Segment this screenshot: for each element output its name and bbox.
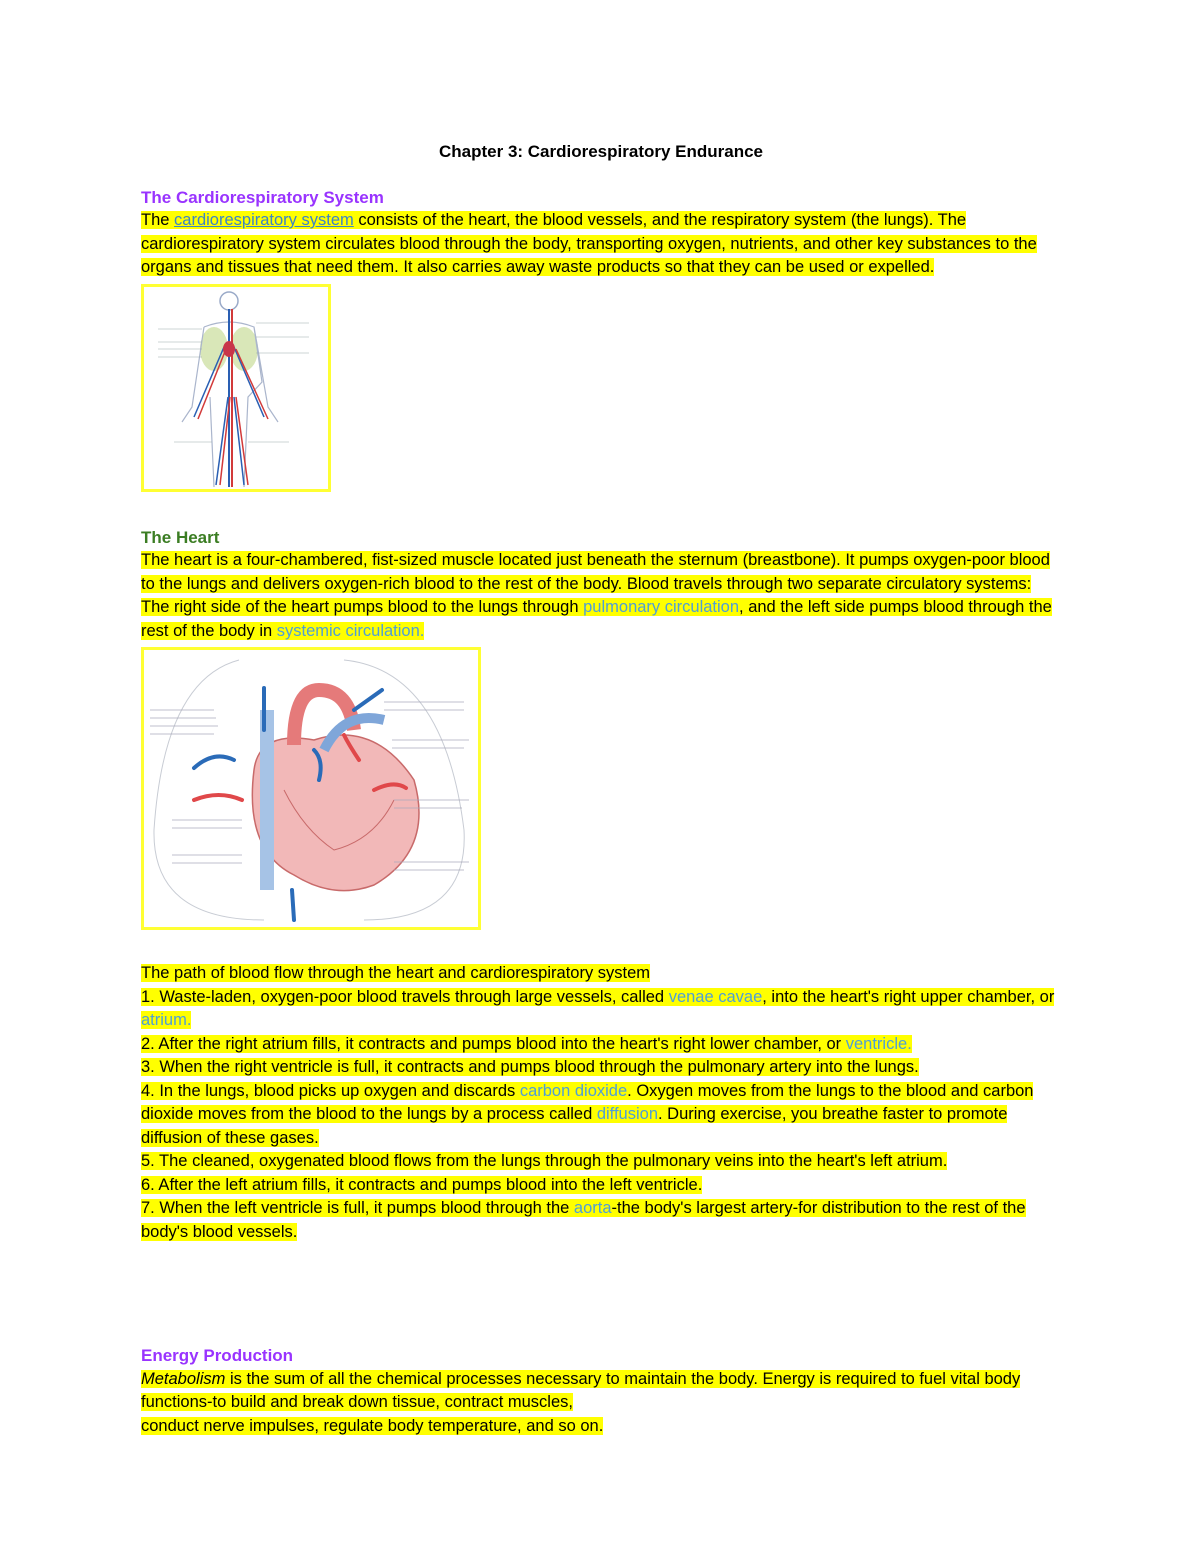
- term-diffusion: diffusion: [596, 1105, 659, 1123]
- text-run: 5. The cleaned, oxygenated blood flows from the lungs through the pulmonary veins into the heart's left atrium.: [141, 1152, 948, 1170]
- term-carbon-dioxide: carbon dioxide: [519, 1081, 628, 1100]
- page-title: Chapter 3: Cardiorespiratory Endurance: [438, 142, 764, 161]
- text-run: -the body's largest artery-for distribution to the rest of the body's blood vessels.: [141, 1199, 1026, 1241]
- body-circulation-illustration: [144, 287, 328, 489]
- text-run: . Oxygen moves from the lungs to the blood and carbon dioxide moves from the blood to the lungs by a process called: [141, 1081, 1034, 1123]
- paragraph-metabolism-continued: [141, 1415, 1061, 1439]
- path-step-7: [141, 1197, 1061, 1244]
- text-run: The: [141, 211, 175, 229]
- path-step-4: [141, 1080, 1061, 1151]
- path-step-3: [141, 1056, 1061, 1080]
- term-pulmonary-circulation: pulmonary circulation: [583, 598, 740, 616]
- text-run: 3. When the right ventricle is full, it contracts and pumps blood through the pulmonary artery into the lungs.: [141, 1058, 919, 1076]
- text-run: , and the left side pumps blood through the rest of the body in: [141, 598, 1052, 640]
- heart-diagram-figure: [141, 647, 481, 930]
- cardiorespiratory-link[interactable]: cardiorespiratory system: [174, 211, 354, 229]
- path-step-2: [141, 1033, 1061, 1057]
- text-run: 4. In the lungs, blood picks up oxygen and discards: [141, 1081, 520, 1100]
- document-page: [141, 140, 1061, 1438]
- text-run: 7. When the left ventricle is full, it pumps blood through the: [141, 1199, 574, 1217]
- path-step-1: [141, 986, 1061, 1033]
- paragraph-metabolism: [141, 1368, 1061, 1415]
- text-run: 6. After the left atrium fills, it contracts and pumps blood into the left ventricle.: [141, 1175, 703, 1194]
- term-systemic-circulation: systemic circulation.: [276, 621, 425, 640]
- heart-illustration: [144, 650, 478, 927]
- text-run: . During exercise, you breathe faster to promote diffusion of these gases.: [141, 1105, 1008, 1147]
- text-run: , into the heart's right upper chamber, or: [762, 987, 1055, 1006]
- text-run: The heart is a four-chambered, fist-sized muscle located just beneath the sternum (breastbone). It pumps oxygen-poor blood to the lungs and delivers oxygen-rich blood to the rest of the body. Blood travels through two separate circulatory systems: The right side of the heart pumps blood to the lungs through: [141, 551, 1050, 616]
- text-run: 1. Waste-laden, oxygen-poor blood travels through large vessels, called: [141, 987, 669, 1006]
- paragraph-cardiorespiratory: [141, 209, 1061, 280]
- paragraph-heart: [141, 549, 1061, 643]
- term-atrium: atrium.: [141, 1011, 192, 1029]
- path-step-5: [141, 1150, 1061, 1174]
- text-run: conduct nerve impulses, regulate body temperature, and so on.: [141, 1416, 604, 1435]
- text-run: consists of the heart, the blood vessels, and the respiratory system (the lungs). The cardiorespiratory system circulates blood through the body, transporting oxygen, nutrients, and other key substances to the organs and tissues that need them. It also carries away waste products so that they can be used or expelled.: [141, 211, 1037, 276]
- text-run: 2. After the right atrium fills, it contracts and pumps blood into the heart's right lower chamber, or: [141, 1034, 846, 1053]
- spacer: [141, 1244, 1061, 1344]
- section-heading-energy: Energy Production: [141, 1346, 294, 1365]
- circulatory-system-figure: [141, 284, 331, 492]
- section-heading-heart: The Heart: [141, 527, 220, 547]
- section-heading-cardiorespiratory: The Cardiorespiratory System: [141, 187, 384, 207]
- term-aorta: aorta: [573, 1199, 612, 1217]
- term-metabolism: Metabolism: [141, 1369, 226, 1388]
- path-step-6: [141, 1174, 1061, 1198]
- text-run: is the sum of all the chemical processes necessary to maintain the body. Energy is required to fuel vital body functions-to build and break down tissue, contract muscles,: [141, 1369, 1021, 1411]
- text-run: The path of blood flow through the heart and cardiorespiratory system: [141, 964, 651, 982]
- term-ventricle: ventricle.: [845, 1034, 912, 1053]
- term-venae-cavae: venae cavae: [668, 987, 763, 1006]
- path-intro: [141, 962, 1061, 986]
